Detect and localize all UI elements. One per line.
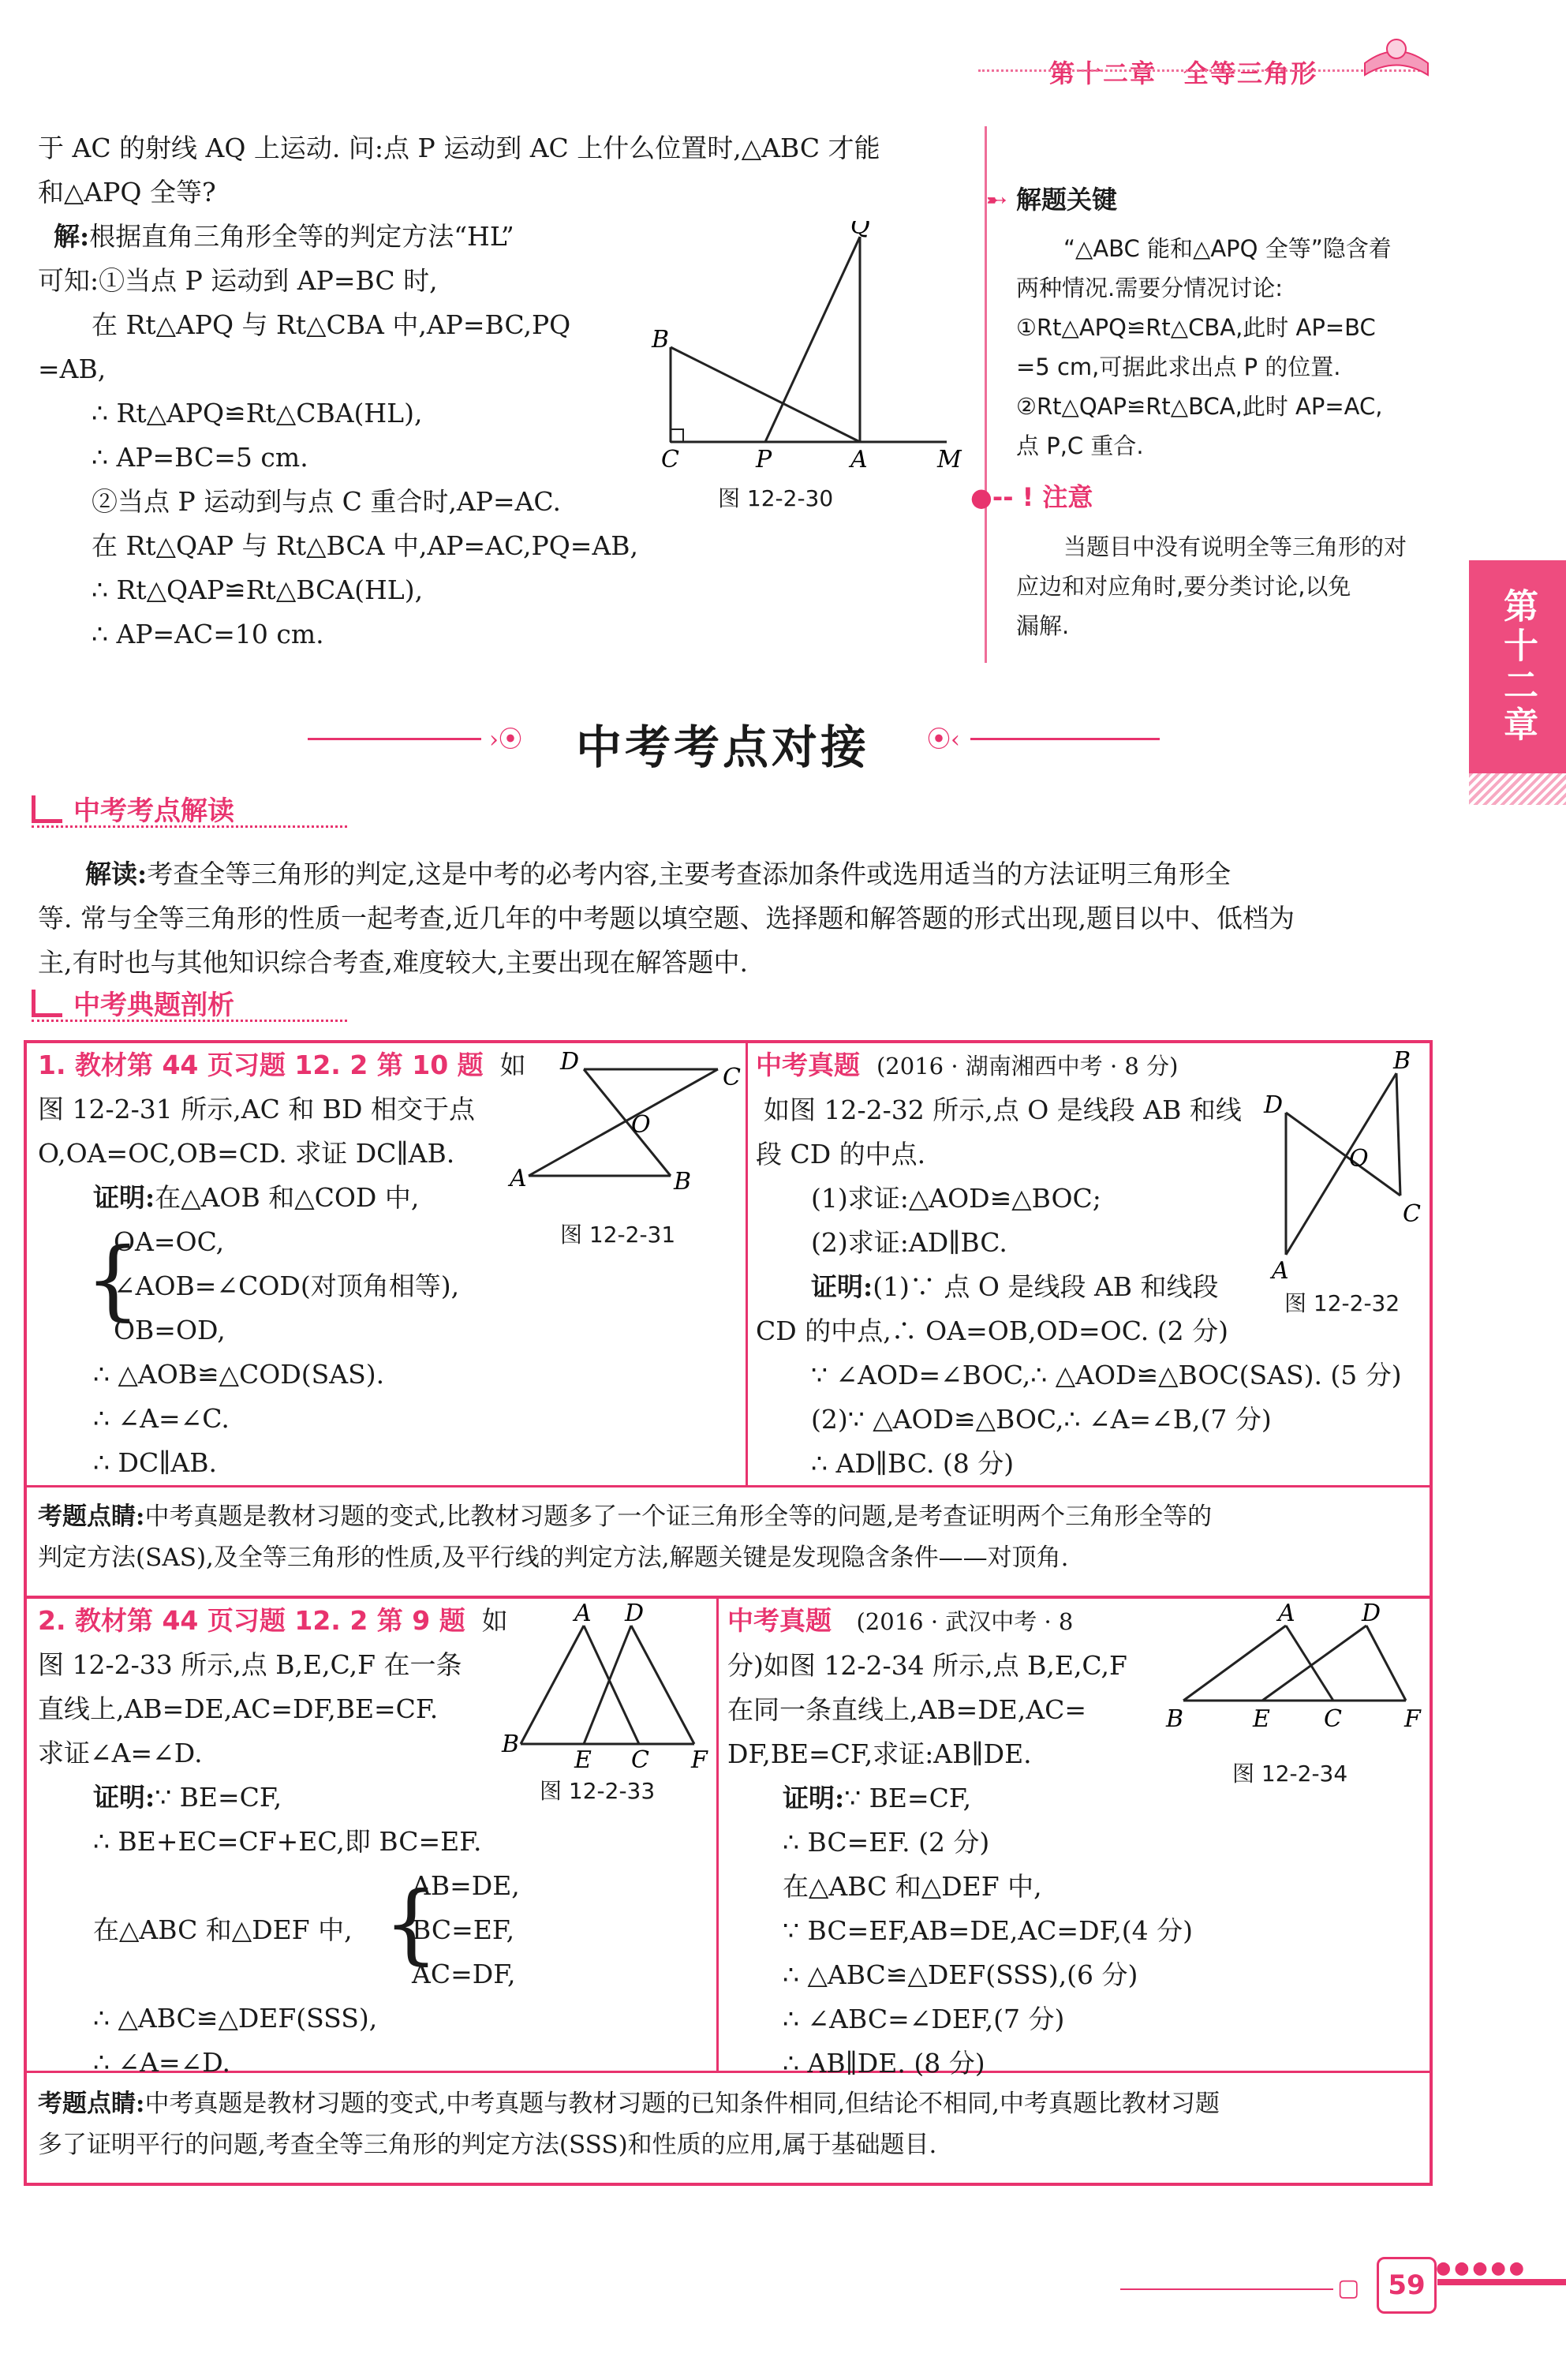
fig30-point-M: M [937,446,962,473]
problem1-right-line: 段 CD 的中点. [756,1139,926,1169]
note-line: 漏解. [1016,612,1070,639]
fig33-seg-AB [521,1626,584,1744]
problem1-left-line: 如 [499,1050,526,1080]
key-line: “△ABC 能和△APQ 全等”隐含着 [1063,235,1392,262]
analysis-title: 中考典题剖析 [73,990,234,1021]
figure-12-2-32 [1262,1050,1428,1316]
problem-line: 和△APQ 全等? [38,177,216,208]
fig32-point-D: D [1264,1091,1284,1119]
problem2-proof-label: 证明: [93,1782,155,1813]
problem1-right-line: (1)求证:△AOD≌△BOC; [811,1183,1101,1214]
fig30-point-Q: Q [850,221,870,240]
fig32-point-A: A [1272,1257,1289,1278]
side-stripe [1469,773,1566,805]
key-line: 两种情况.需要分情况讨论: [1016,275,1283,301]
problem1-brace-line: OA=OC, [114,1226,225,1257]
title-rule-left [308,738,481,740]
problem2-right-proof: 在△ABC 和△DEF 中, [783,1871,1042,1902]
problem1-brace-line: OB=OD, [114,1315,226,1345]
note-heading [970,477,1093,514]
fig34-seg-ED [1262,1626,1366,1701]
figure-12-2-30 [647,221,970,521]
fig30-caption: 图 12-2-30 [718,485,834,511]
exclamation-icon: ●-- ! [970,482,1034,512]
figure-12-2-31 [505,1046,742,1259]
fig34-point-C: C [1324,1705,1342,1733]
problem1-comment-line: 中考真题是教材习题的变式,比教材习题多了一个证三角形全等的问题,是考查证明两个三角形全等的 [144,1502,1213,1531]
fig34-point-A: A [1278,1602,1295,1627]
fig31-point-O: O [631,1111,651,1139]
interpretation-line: 主,有时也与其他知识综合考查,难度较大,主要出现在解答题中. [38,947,748,978]
title-rule-right [970,738,1160,740]
problem2-right-source: (2016 · 武汉中考 · 8 [856,1608,1074,1635]
problem2-brace-line: BC=EF, [412,1914,515,1945]
figure-12-2-32-svg [1262,1050,1428,1278]
note-line: 当题目中没有说明全等三角形的对 [1063,533,1407,560]
problem1-column-divider [746,1042,748,1485]
note-text [1016,527,1458,646]
problem1-comment-label: 考题点睛: [38,1502,145,1531]
problem2-comment [38,2083,1418,2165]
problem2-comment-line: 多了证明平行的问题,考查全等三角形的判定方法(SSS)和性质的应用,属于基础题目. [38,2131,937,2159]
problem1-proof-label: 证明: [93,1182,155,1213]
problem1-proof-end: ∴ DC∥AB. [93,1447,218,1478]
fig32-seg-DC [1286,1113,1400,1196]
fig31-seg-CA [529,1069,718,1176]
solution-line: 根据直角三角形全等的判定方法“HL” [89,221,514,252]
section-icon [32,795,62,823]
problem2-brace-group [38,1864,716,1996]
interpretation-line: 考查全等三角形的判定,这是中考的必考内容,主要考查添加条件或选用适当的方法证明三角形全 [147,859,1231,889]
problem1-right-proof: ∵ ∠AOD=∠BOC,∴ △AOD≌△BOC(SAS). (5 分) [811,1360,1402,1390]
problem2-right-proof: ∵ BC=EF,AB=DE,AC=DF,(4 分) [783,1915,1194,1946]
problem1-left-line: O,OA=OC,OB=CD. 求证 DC∥AB. [38,1138,455,1169]
footer-rule [1120,2288,1333,2290]
fig34-caption: 图 12-2-34 [1232,1761,1348,1787]
fig30-right-angle [671,429,683,442]
interpretation-heading [32,789,234,828]
fig33-point-E: E [574,1746,592,1774]
problem2-right-line: 在同一条直线上,AB=DE,AC= [727,1694,1086,1725]
fig30-seg-BA [671,347,860,442]
fig30-point-B: B [652,326,670,354]
solution-line: 在 Rt△QAP 与 Rt△BCA 中,AP=AC,PQ=AB, [92,530,639,561]
problem1-right-proof: ∴ AD∥BC. (8 分) [811,1448,1015,1479]
analysis-underline [32,1020,347,1022]
problem1-proof-end: ∴ △AOB≌△COD(SAS). [93,1359,385,1390]
key-line: ①Rt△APQ≌Rt△CBA,此时 AP=BC [1016,314,1376,341]
fig31-seg-DB [584,1069,671,1176]
note-title: 注意 [1042,482,1093,512]
problem1-proof-intro: 在△AOB 和△COD 中, [155,1182,420,1213]
fig30-seg-PQ [765,237,860,442]
fig33-point-B: B [502,1731,520,1758]
figure-12-2-33-svg [497,1602,718,1776]
figure-12-2-31-svg [505,1046,742,1219]
problem1-right-line: (2)求证:AD∥BC. [811,1227,1007,1258]
solution-label: 解: [54,221,90,252]
problem2-brace-line: AC=DF, [412,1959,516,1989]
problem-line: 于 AC 的射线 AQ 上运动. 问:点 P 运动到 AC 上什么位置时,△ABC 才能 [38,133,880,163]
solution-line: ②当点 P 运动到与点 C 重合时,AP=AC. [92,486,561,517]
fig32-seg-BC [1396,1073,1400,1196]
problem2-right-proof-label: 证明: [783,1783,845,1813]
problem1-right-source: (2016 · 湖南湘西中考 · 8 分) [876,1053,1179,1080]
interpretation-title: 中考考点解读 [73,795,234,827]
solution-line: 可知:①当点 P 运动到 AP=BC 时, [38,265,438,296]
page-number: 59 [1377,2257,1437,2314]
fig33-seg-DF [631,1626,694,1744]
section-icon [32,990,62,1017]
fig31-point-A: A [510,1165,527,1192]
fig33-caption: 图 12-2-33 [540,1778,656,1804]
fig31-point-C: C [723,1064,741,1091]
figure-12-2-30-svg [647,221,970,521]
fig31-caption: 图 12-2-31 [560,1222,676,1248]
fig30-point-C: C [661,446,679,473]
problem2-right-tag: 中考真题 [727,1605,832,1636]
problem2-left-line: 图 12-2-33 所示,点 B,E,C,F 在一条 [38,1649,462,1680]
title-right-arrows: ⦿‹ [927,726,960,754]
problem1-right-proof: CD 的中点,∴ OA=OB,OD=OC. (2 分) [756,1315,1229,1346]
key-line: 点 P,C 重合. [1016,432,1144,459]
chapter-header: 第十二章 全等三角形 [1049,58,1318,88]
solution-line: ∴ Rt△APQ≌Rt△CBA(HL), [92,398,423,428]
fig34-point-B: B [1166,1705,1184,1733]
fig33-point-A: A [574,1602,592,1627]
problem1-left-line: 图 12-2-31 所示,AC 和 BD 相交于点 [38,1094,476,1125]
problem2-right-proof: ∴ BC=EF. (2 分) [783,1827,990,1858]
interpretation-label: 解读: [85,859,148,889]
fig31-point-B: B [674,1168,692,1196]
fig32-point-B: B [1393,1050,1411,1075]
fig31-point-D: D [560,1048,580,1076]
fig34-seg-BA [1183,1626,1286,1701]
problem2-left-line: 直线上,AB=DE,AC=DF,BE=CF. [38,1693,439,1724]
problem1-right-proof: (1)∵ 点 O 是线段 AB 和线段 [873,1271,1219,1302]
key-line: =5 cm,可据此求出点 P 的位置. [1016,354,1341,380]
fig34-seg-AC [1286,1626,1333,1701]
key-heading [986,180,1117,216]
interpretation-underline [32,825,347,828]
problem2-right-proof: ∴ AB∥DE. (8 分) [783,2048,985,2079]
problem1-comment-line: 判定方法(SAS),及全等三角形的性质,及平行线的判定方法,解题关键是发现隐含条件——对顶角. [38,1544,1069,1572]
solution-line: 在 Rt△APQ 与 Rt△CBA 中,AP=BC,PQ [92,309,571,340]
fig30-point-A: A [850,446,868,473]
fig32-seg-BA [1286,1073,1396,1255]
solution-line: =AB, [38,354,107,384]
fig34-seg-DF [1366,1626,1406,1701]
solution-line: ∴ Rt△QAP≌Rt△BCA(HL), [92,574,424,605]
problem1-comment [38,1496,1418,1578]
book-icon [1357,32,1436,79]
left-brace-icon: { [85,1229,140,1330]
problem1-right-proof-label: 证明: [811,1271,873,1302]
problem2-comment-label: 考题点睛: [38,2090,145,2118]
fig32-caption: 图 12-2-32 [1284,1290,1400,1316]
problem1-left-title: 1. 教材第 44 页习题 12. 2 第 10 题 [38,1050,484,1080]
title-left-arrows: ›⦿ [489,726,522,754]
footer-dots: ●●●●● [1436,2258,1527,2278]
problem2-left-line: 如 [481,1605,508,1636]
problem2-proof-line: ∴ BE+EC=CF+EC,即 BC=EF. [93,1826,482,1857]
problem2-left-title: 2. 教材第 44 页习题 12. 2 第 9 题 [38,1605,465,1636]
left-brace-icon: { [383,1873,439,1974]
key-title: 解题关键 [1015,185,1117,215]
fig30-point-P: P [756,446,772,473]
figure-12-2-33 [497,1602,718,1815]
problem2-right-proof: ∴ ∠ABC=∠DEF,(7 分) [783,2004,1065,2034]
solution-line: ∴ AP=AC=10 cm. [92,619,324,649]
top-problem [38,126,977,215]
problem2-right-proof: ∴ △ABC≌△DEF(SSS),(6 分) [783,1959,1138,1990]
footer-box-icon: ▢ [1337,2274,1360,2302]
fig32-point-O: O [1349,1145,1369,1173]
problem2-proof-end: ∴ ∠A=∠D. [93,2047,231,2078]
problem2-right-line: DF,BE=CF,求证:AB∥DE. [727,1738,1032,1769]
top-solution [38,215,685,657]
chapter-side-tab: 第十二章 [1469,560,1566,773]
book-icon-svg [1357,32,1436,79]
fig34-point-D: D [1362,1602,1381,1627]
interpretation-body [38,852,1450,985]
fig34-point-F: F [1404,1705,1421,1733]
arrow-icon: ➸ [986,185,1007,215]
problem2-proof-end: ∴ △ABC≌△DEF(SSS), [93,2003,378,2034]
problem1-right-line: 如图 12-2-32 所示,点 O 是线段 AB 和线 [764,1095,1242,1125]
problem2-left-line: 求证∠A=∠D. [38,1738,203,1768]
fig33-point-C: C [631,1746,649,1774]
interpretation-line: 等. 常与全等三角形的性质一起考查,近几年的中考题以填空题、选择题和解答题的形式出现,题目以中、低档为 [38,903,1295,934]
problem2-right-proof: ∵ BE=CF, [844,1783,972,1813]
key-line: ②Rt△QAP≌Rt△BCA,此时 AP=AC, [1016,393,1383,420]
key-notes [1016,229,1442,466]
problem2-comment-line: 中考真题是教材习题的变式,中考真题与教材习题的已知条件相同,但结论不相同,中考真题比教材习题 [144,2090,1220,2118]
note-line: 应边和对应角时,要分类讨论,以免 [1016,573,1351,600]
problem1-brace-line: ∠AOB=∠COD(对顶角相等), [114,1270,460,1301]
problem2-right-line: 分)如图 12-2-34 所示,点 B,E,C,F [727,1650,1127,1681]
fig33-point-F: F [691,1746,708,1774]
footer-bar [1437,2279,1566,2285]
figure-12-2-34-svg [1160,1602,1428,1760]
problem2-right [727,1599,1194,2086]
figure-12-2-34 [1160,1602,1428,1799]
problem1-right-tag: 中考真题 [756,1050,860,1080]
fig32-point-C: C [1403,1200,1421,1228]
problem2-brace-line: AB=DE, [412,1870,520,1901]
fig34-point-E: E [1253,1705,1270,1733]
analysis-heading [32,983,234,1022]
problem2-proof-line: ∵ BE=CF, [155,1782,282,1813]
fig33-point-D: D [625,1602,645,1627]
solution-line: ∴ AP=BC=5 cm. [92,442,308,473]
header-dotted-line [978,69,1420,75]
problem1-right-proof: (2)∵ △AOD≌△BOC,∴ ∠A=∠B,(7 分) [811,1404,1272,1435]
problem1-proof-end: ∴ ∠A=∠C. [93,1403,230,1434]
problem2-brace-intro: 在△ABC 和△DEF 中, [93,1914,353,1945]
section-title: 中考考点对接 [576,720,870,774]
